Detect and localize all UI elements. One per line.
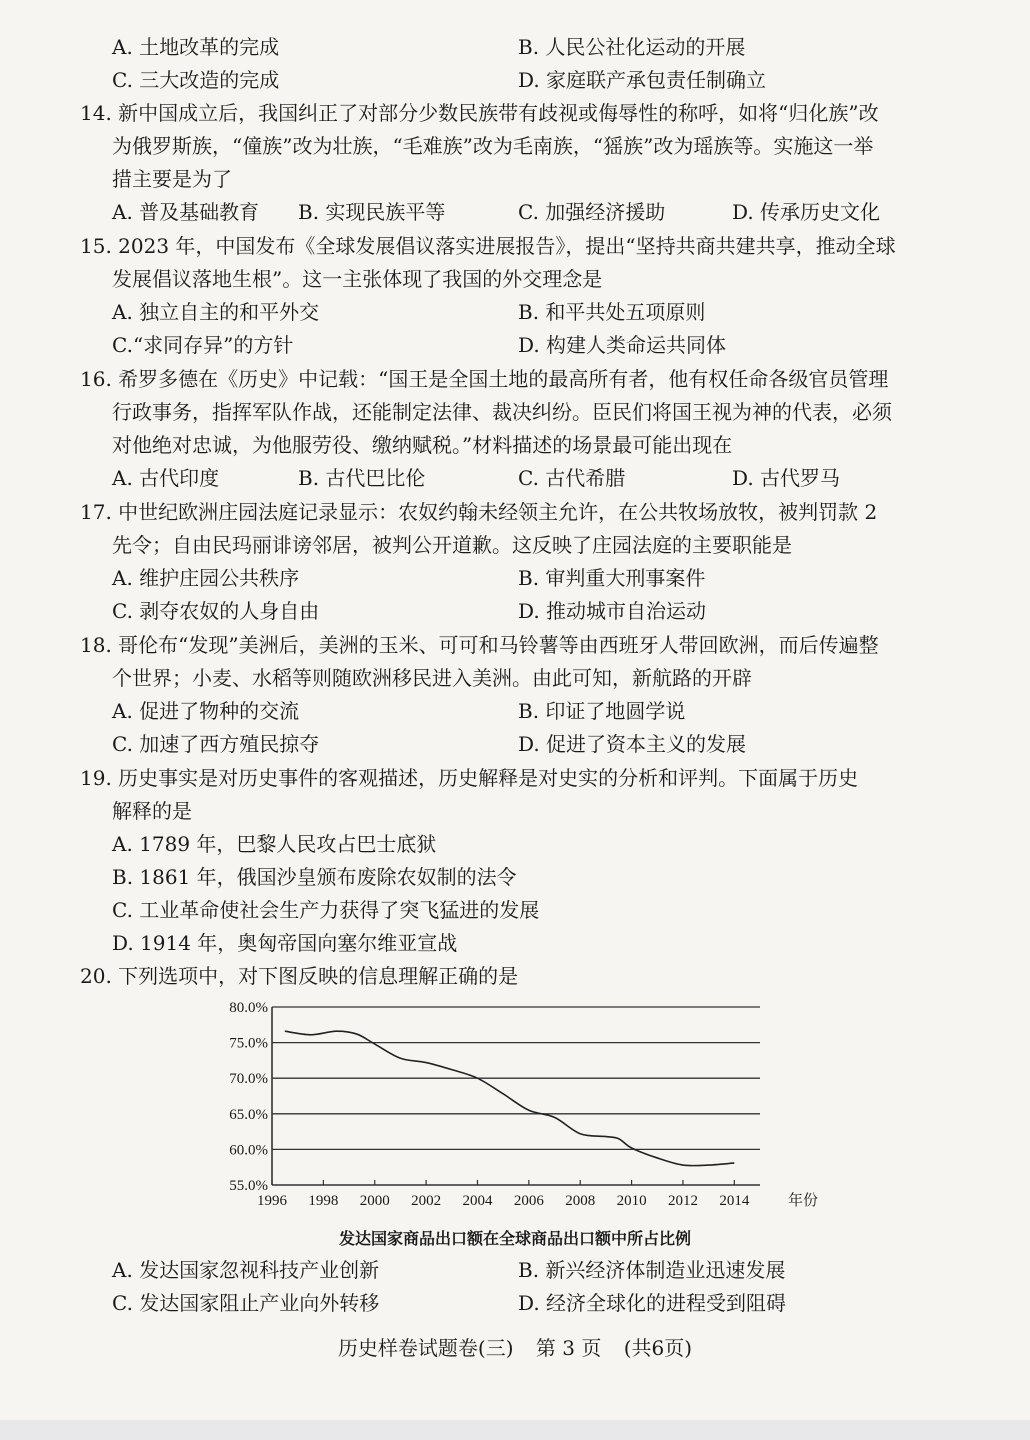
x-tick-label: 2008: [565, 1193, 596, 1209]
y-tick-label: 60.0%: [229, 1142, 268, 1159]
q16-stem-line-3: 对他绝对忠诚，为他服劳役、缴纳赋税。”材料描述的场景最可能出现在: [112, 433, 733, 457]
q18-option-c: C. 加速了西方殖民掠夺: [112, 732, 320, 756]
q16-stem-line-2: 行政事务，指挥军队作战，还能制定法律、裁决纠纷。臣民们将国王视为神的代表，必须: [112, 400, 892, 424]
y-tick-label: 65.0%: [229, 1106, 268, 1123]
q14-stem-line-2: 为俄罗斯族，“僮族”改为壮族，“毛难族”改为毛南族，“猺族”改为瑶族等。实施这一举: [112, 134, 874, 158]
q19-option-b: B. 1861 年，俄国沙皇颁布废除农奴制的法令: [112, 865, 517, 889]
q14-stem-line-3: 措主要是为了: [112, 167, 232, 191]
q16-stem-line-1: 16. 希罗多德在《历史》中记载：“国王是全国土地的最高所有者，他有权任命各级官员管理: [80, 367, 889, 391]
q20-option-d: D. 经济全球化的进程受到阻碍: [518, 1291, 787, 1315]
q14-stem-line-1: 14. 新中国成立后，我国纠正了对部分少数民族带有歧视或侮辱性的称呼，如将“归化族”改: [80, 101, 879, 125]
q17-option-a: A. 维护庄园公共秩序: [112, 566, 300, 590]
q17-stem-line-1: 17. 中世纪欧洲庄园法庭记录显示：农奴约翰未经领主允许，在公共牧场放牧，被判罚款 2: [80, 500, 878, 524]
q18-option-d: D. 促进了资本主义的发展: [518, 732, 747, 756]
q15-stem-line-1: 15. 2023 年，中国发布《全球发展倡议落实进展报告》，提出“坚持共商共建共享，推动全球: [80, 234, 896, 258]
x-tick-label: 2010: [616, 1193, 647, 1209]
q14-option-c: C. 加强经济援助: [518, 200, 666, 224]
q20-option-a: A. 发达国家忽视科技产业创新: [112, 1258, 380, 1282]
x-axis-label: 年份: [788, 1191, 819, 1209]
q13-option-d: D. 家庭联产承包责任制确立: [518, 68, 767, 92]
q19-option-d: D. 1914 年，奥匈帝国向塞尔维亚宣战: [112, 931, 458, 955]
x-tick-label: 2014: [719, 1193, 750, 1209]
q17-option-c: C. 剥夺农奴的人身自由: [112, 599, 320, 623]
export-share-line-chart: [200, 993, 840, 1223]
q18-stem-line-1: 18. 哥伦布“发现”美洲后，美洲的玉米、可可和马铃薯等由西班牙人带回欧洲，而后传遍整: [80, 633, 879, 657]
q14-option-b: B. 实现民族平等: [298, 200, 446, 224]
page-footer: [0, 1334, 1030, 1362]
x-tick-label: 2006: [513, 1193, 544, 1209]
y-tick-label: 70.0%: [229, 1071, 268, 1088]
q17-option-b: B. 审判重大刑事案件: [518, 566, 706, 590]
footer-total-pages: (共6页): [623, 1336, 693, 1360]
q13-option-b: B. 人民公社化运动的开展: [518, 35, 746, 59]
footer-exam-title: 历史样卷试题卷(三): [337, 1336, 514, 1360]
q18-option-a: A. 促进了物种的交流: [112, 699, 300, 723]
q15-stem-line-2: 发展倡议落地生根”。这一主张体现了我国的外交理念是: [112, 267, 603, 291]
q15-option-a: A. 独立自主的和平外交: [112, 300, 320, 324]
q18-stem-line-2: 个世界；小麦、水稻等则随欧洲移民进入美洲。由此可知，新航路的开辟: [112, 666, 752, 690]
q19-option-a: A. 1789 年，巴黎人民攻占巴士底狱: [112, 832, 437, 856]
q17-option-d: D. 推动城市自治运动: [518, 599, 707, 623]
y-tick-label: 80.0%: [229, 1000, 268, 1016]
q20-stem: 20. 下列选项中，对下图反映的信息理解正确的是: [80, 964, 519, 988]
q14-option-d: D. 传承历史文化: [732, 200, 881, 224]
x-tick-label: 2000: [359, 1193, 390, 1209]
q17-stem-line-2: 先令；自由民玛丽诽谤邻居，被判公开道歉。这反映了庄园法庭的主要职能是: [112, 533, 792, 557]
y-tick-label: 75.0%: [229, 1035, 268, 1052]
q15-option-b: B. 和平共处五项原则: [518, 300, 706, 324]
x-tick-label: 1998: [308, 1193, 339, 1209]
q20-option-b: B. 新兴经济体制造业迅速发展: [518, 1258, 786, 1282]
q19-option-c: C. 工业革命使社会生产力获得了突飞猛进的发展: [112, 898, 540, 922]
q16-option-b: B. 古代巴比伦: [298, 466, 426, 490]
q16-option-c: C. 古代希腊: [518, 466, 626, 490]
q20-option-c: C. 发达国家阻止产业向外转移: [112, 1291, 380, 1315]
x-tick-label: 2002: [411, 1193, 442, 1209]
q13-option-c: C. 三大改造的完成: [112, 68, 280, 92]
chart-title: 发达国家商品出口额在全球商品出口额中所占比例: [338, 1229, 691, 1248]
q19-stem-line-2: 解释的是: [112, 799, 192, 823]
q15-option-d: D. 构建人类命运共同体: [518, 333, 727, 357]
x-tick-label: 2004: [462, 1193, 493, 1209]
q18-option-b: B. 印证了地圆学说: [518, 699, 686, 723]
x-tick-label: 2012: [667, 1193, 698, 1209]
series-line: [285, 1031, 734, 1165]
q16-option-a: A. 古代印度: [112, 466, 220, 490]
y-tick-label: 55.0%: [229, 1178, 268, 1194]
q19-stem-line-1: 19. 历史事实是对历史事件的客观描述，历史解释是对史实的分析和评判。下面属于历史: [80, 766, 859, 790]
footer-page-number: 第 3 页: [535, 1336, 602, 1360]
q13-option-a: A. 土地改革的完成: [112, 35, 280, 59]
q15-option-c: C.“求同存异”的方针: [112, 333, 294, 357]
q16-option-d: D. 古代罗马: [732, 466, 841, 490]
q14-option-a: A. 普及基础教育: [112, 200, 260, 224]
x-tick-label: 1996: [257, 1193, 287, 1209]
scan-bottom-edge: [0, 1420, 1030, 1440]
